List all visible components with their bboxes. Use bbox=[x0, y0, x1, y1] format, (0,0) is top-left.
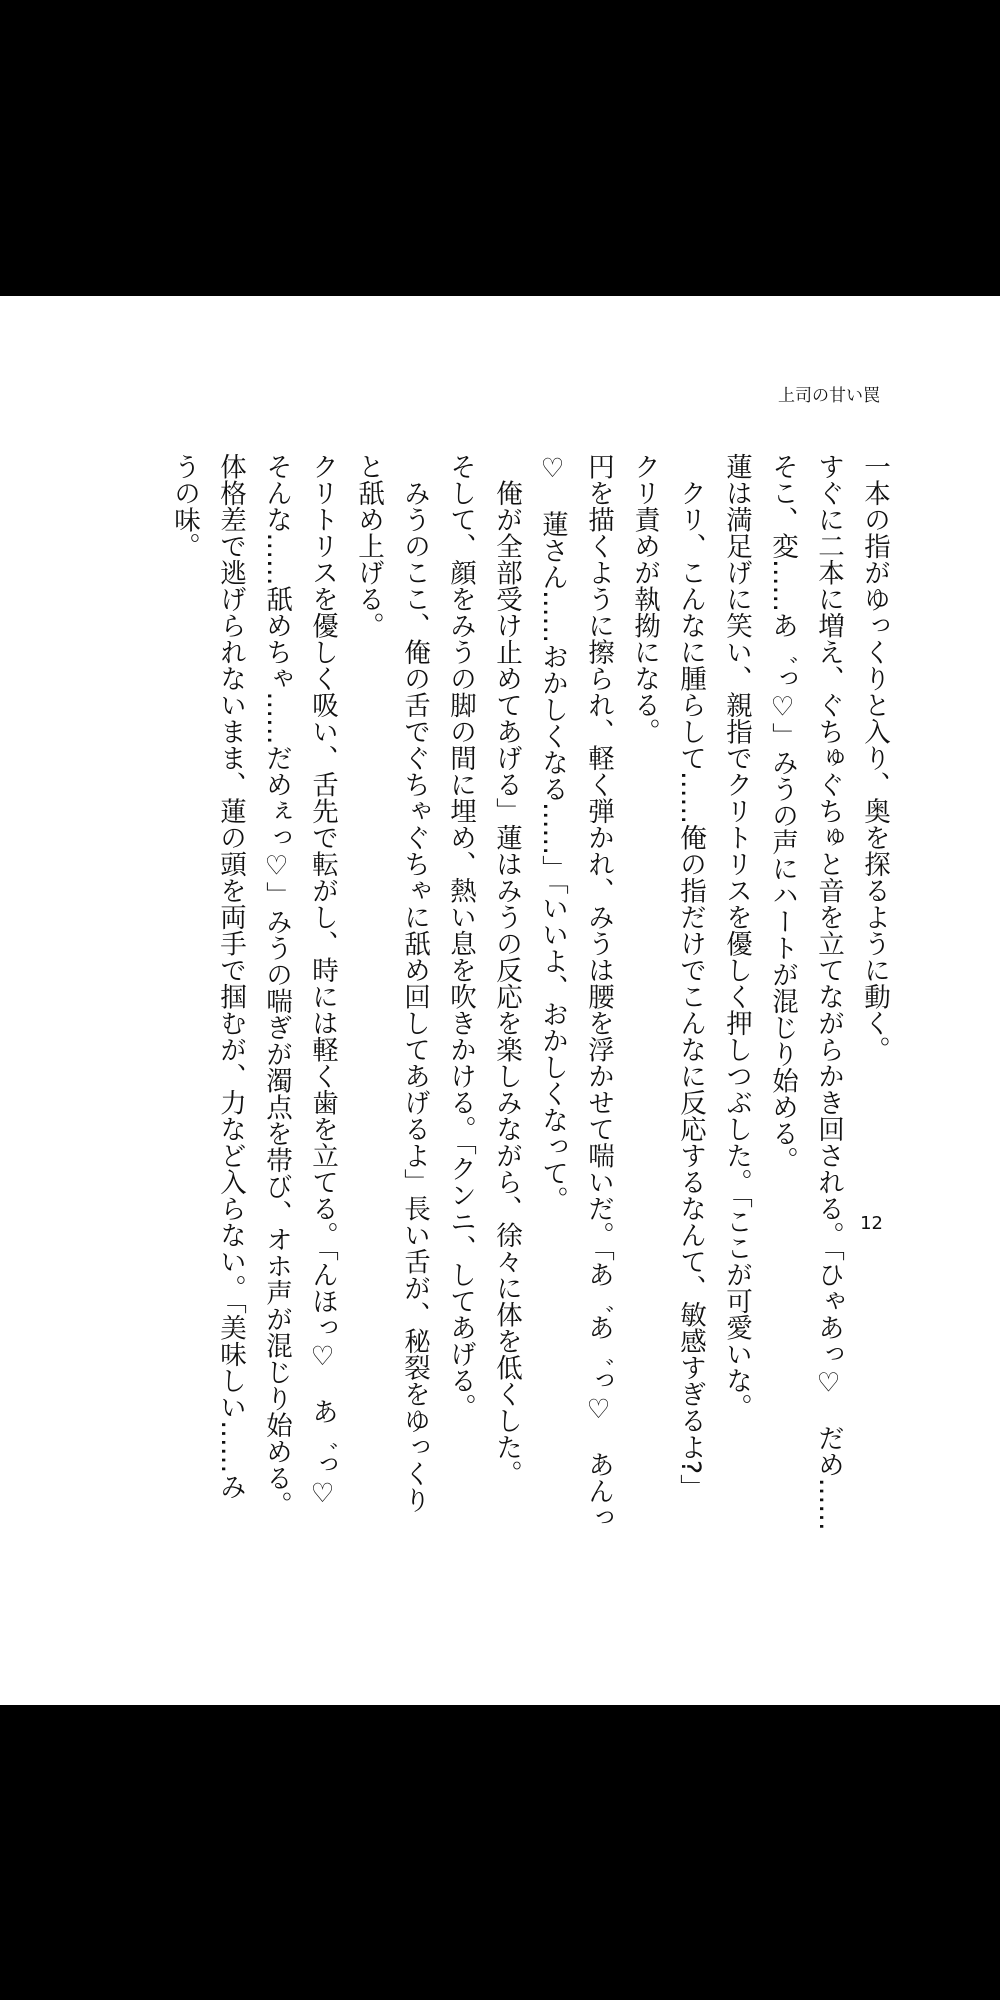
text-column: そこ、変……あ゛っ♡」みうの声にハートが混じり始める。 bbox=[767, 453, 798, 1173]
text-column: 蓮は満足げに笑い、親指でクリトリスを優しく押しつぶした。「ここが可愛いな。 bbox=[721, 453, 752, 1421]
text-column: 体格差で逃げられないまま、蓮の頭を両手で掴むが、力など入らない。「美味しい……み bbox=[215, 453, 246, 1500]
vertical-text-body bbox=[0, 453, 1000, 1573]
text-column: うの味。 bbox=[169, 453, 200, 559]
running-header-title: 上司の甘い罠 bbox=[778, 386, 880, 406]
text-column: すぐに二本に増え、ぐちゅぐちゅと音を立てながらかき回される。「ひゃあっ♡ だめ…… bbox=[813, 453, 844, 1531]
book-page[interactable] bbox=[0, 296, 1000, 1705]
text-column: そして、顔をみうの脚の間に埋め、熱い息を吹きかける。「クンニ、してあげる。 bbox=[445, 453, 476, 1421]
text-column: クリ責めが執拗になる。 bbox=[629, 453, 660, 745]
text-column: クリ、こんなに腫らして……俺の指だけでこんなに反応するなんて、敏感すぎるよ?」 bbox=[675, 453, 706, 1501]
text-column: 一本の指がゆっくりと入り、奥を探るように動く。 bbox=[859, 453, 890, 1063]
text-column: 俺が全部受け止めてあげる」蓮はみうの反応を楽しみながら、徐々に体を低くした。 bbox=[491, 453, 522, 1487]
text-column: そんな……舐めちゃ……だめぇっ♡」みうの喘ぎが濁点を帯び、オホ声が混じり始める。 bbox=[261, 453, 292, 1518]
text-column: ♡ 蓮さん……おかしくなる……」「いいよ、おかしくなって。 bbox=[537, 453, 568, 1213]
text-column: と舐め上げる。 bbox=[353, 453, 384, 639]
text-column: 円を描くように擦られ、軽く弾かれ、みうは腰を浮かせて喘いだ。「あ゛あ゛っ♡ あんっ bbox=[583, 453, 614, 1531]
page-number: 12 bbox=[860, 1213, 883, 1234]
text-column: クリトリスを優しく吸い、舌先で転がし、時には軽く歯を立てる。「んほっ♡ あ゛っ♡ bbox=[307, 453, 338, 1509]
text-column: みうのここ、俺の舌でぐちゃぐちゃに舐め回してあげるよ」長い舌が、秘裂をゆっくり bbox=[399, 453, 430, 1513]
